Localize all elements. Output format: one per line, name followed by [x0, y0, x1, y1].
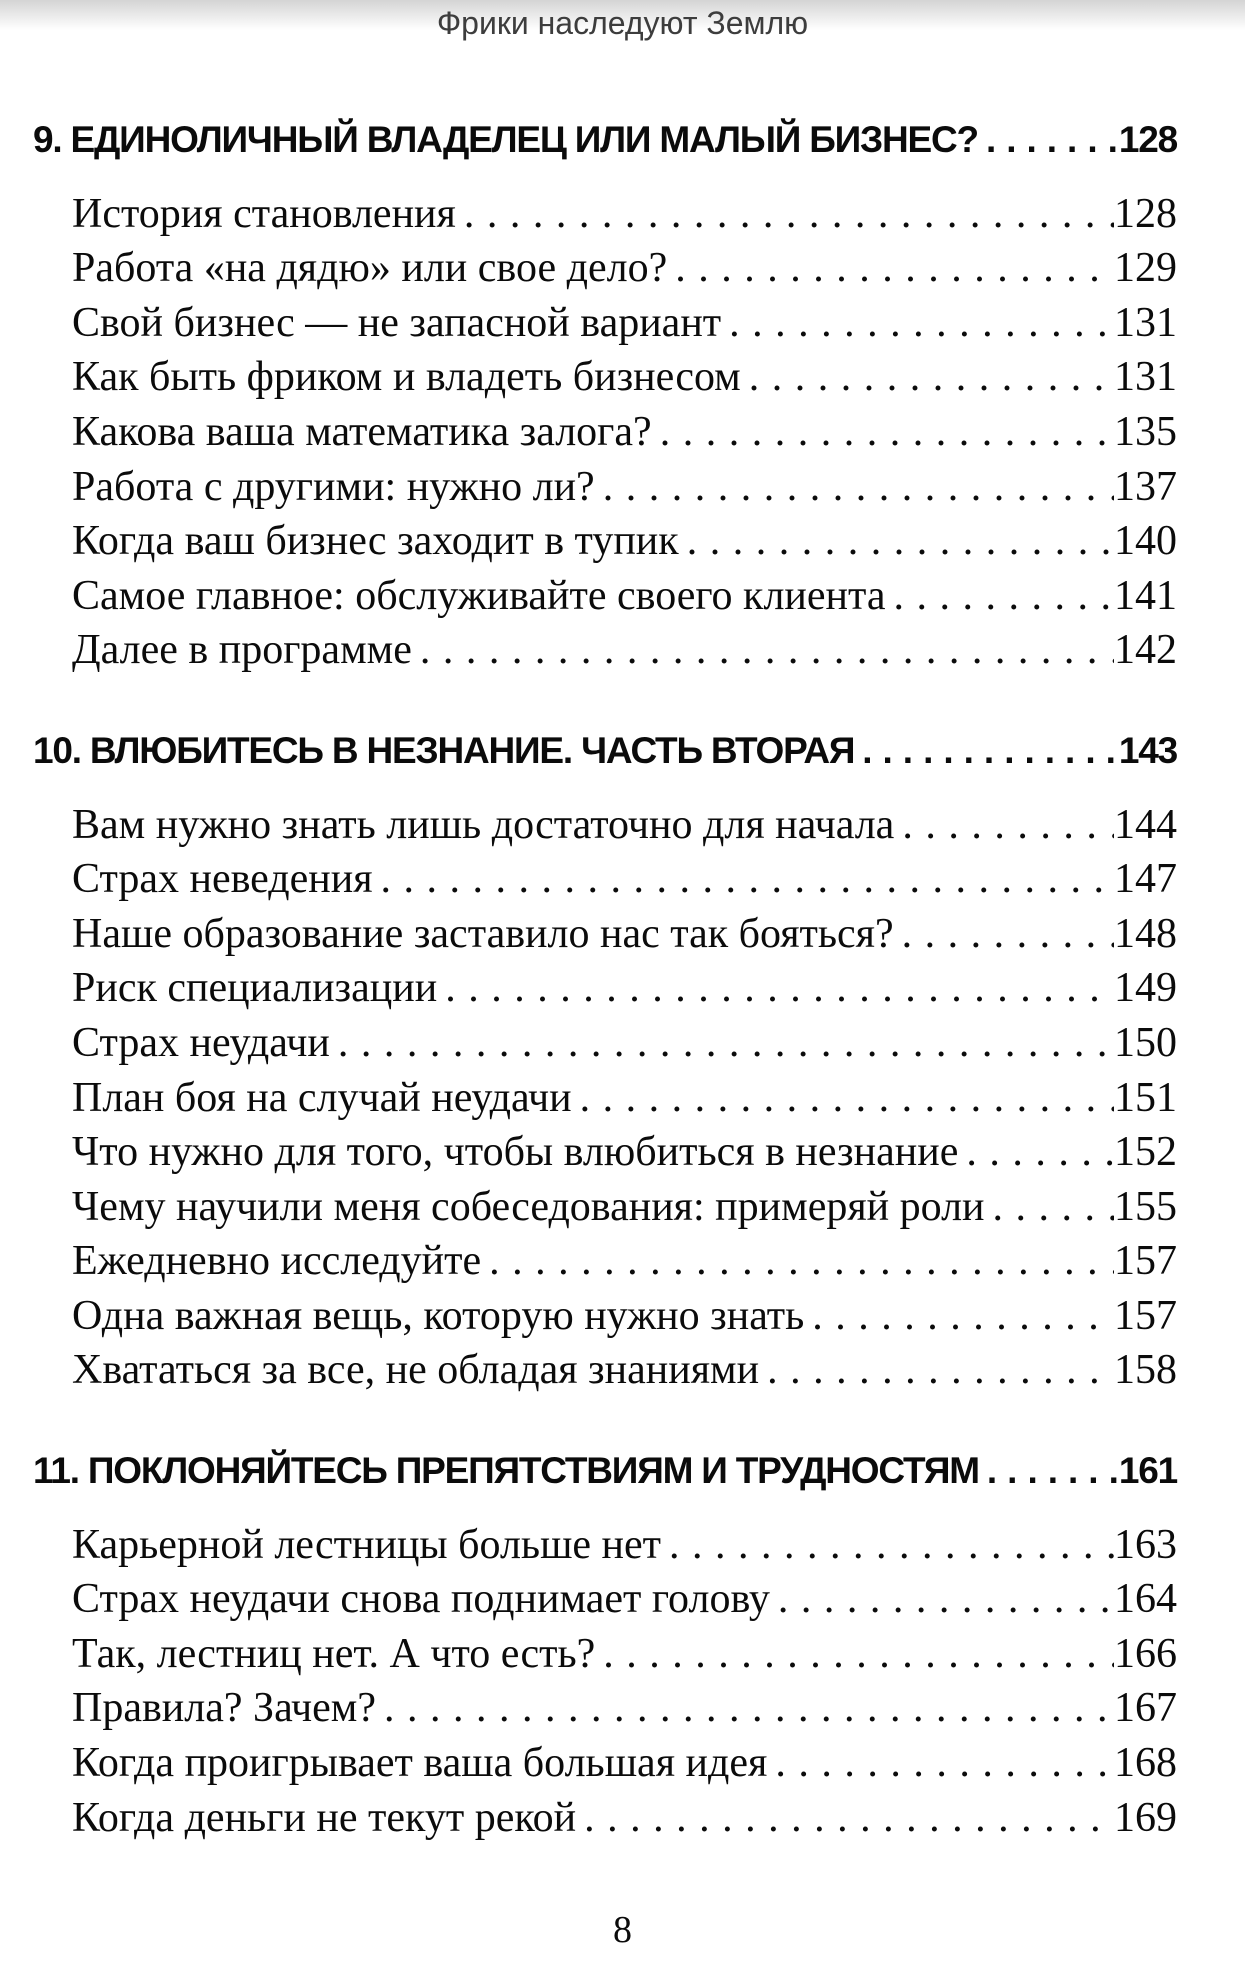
toc-entry-page: 157 [1114, 1238, 1177, 1285]
toc-entry[interactable] [33, 296, 1177, 351]
toc-entry[interactable] [33, 405, 1177, 460]
dot-leader [603, 460, 1114, 515]
toc-entry-title: Как быть фриком и владеть бизнесом [72, 354, 741, 401]
toc-entry[interactable] [33, 1234, 1177, 1289]
dot-leader [584, 1791, 1114, 1846]
toc-entry-page: 149 [1114, 965, 1177, 1012]
toc-entry-title: Страх неудачи снова поднимает голову [72, 1576, 770, 1623]
toc-entry-title: Работа с другими: нужно ли? [72, 463, 595, 510]
toc-entry-page: 169 [1114, 1794, 1177, 1841]
toc-entry-title: Свой бизнес — не запасной вариант [72, 299, 722, 346]
toc-entry[interactable] [33, 460, 1177, 515]
toc-entry-page: 131 [1114, 299, 1177, 346]
toc-entry-title: Хвататься за все, не обладая знаниями [72, 1347, 760, 1394]
dot-leader [812, 1289, 1114, 1344]
toc-entry-page: 158 [1114, 1347, 1177, 1394]
dot-leader [603, 1627, 1114, 1682]
toc-entry-page: 163 [1114, 1521, 1177, 1568]
toc-entry[interactable] [33, 852, 1177, 907]
toc-entry-title: Страх неведения [72, 856, 373, 903]
toc-entry-title: Когда деньги не текут рекой [72, 1794, 577, 1841]
dot-leader [729, 296, 1114, 351]
toc-entry-page: 128 [1114, 190, 1177, 237]
toc-entry-page: 168 [1114, 1740, 1177, 1787]
dot-leader [580, 1071, 1114, 1126]
toc-entry[interactable] [33, 961, 1177, 1016]
toc-entry-title: Самое главное: обслуживайте своего клиента [72, 572, 886, 619]
toc-entry[interactable] [33, 623, 1177, 678]
dot-leader [775, 1736, 1114, 1791]
toc-entry-page: 148 [1114, 910, 1177, 957]
toc-entry[interactable] [33, 1180, 1177, 1235]
book-title-header: Фрики наследуют Землю [436, 5, 809, 41]
toc-chapter-title: 9. ЕДИНОЛИЧНЫЙ ВЛАДЕЛЕЦ ИЛИ МАЛЫЙ БИЗНЕС? [33, 119, 978, 160]
toc-entry-page: 152 [1114, 1129, 1177, 1176]
toc-entry-title: Что нужно для того, чтобы влюбиться в незнание [72, 1129, 959, 1176]
toc-entry-page: 164 [1114, 1576, 1177, 1623]
toc-entry-page: 142 [1114, 627, 1177, 674]
toc-chapter-heading[interactable] [33, 724, 1177, 779]
toc-entry[interactable] [33, 187, 1177, 242]
dot-leader [987, 1444, 1119, 1499]
toc-entry-page: 155 [1114, 1183, 1177, 1230]
dot-leader [767, 1343, 1114, 1398]
toc-entry-title: План боя на случай неудачи [72, 1074, 572, 1121]
toc-entry[interactable] [33, 1681, 1177, 1736]
toc-entry-title: Карьерной лестницы больше нет [72, 1521, 662, 1568]
toc-entry-page: 150 [1114, 1019, 1177, 1066]
toc-chapter-heading[interactable] [33, 1444, 1177, 1499]
dot-leader [862, 724, 1119, 779]
toc-entry[interactable] [33, 1791, 1177, 1846]
toc-entry-title: Какова ваша математика залога? [72, 408, 652, 455]
toc-entry[interactable] [33, 241, 1177, 296]
toc-entry-page: 166 [1114, 1630, 1177, 1677]
toc-entry-title: Когда ваш бизнес заходит в тупик [72, 518, 679, 565]
dot-leader [966, 1125, 1114, 1180]
toc-entry-title: Правила? Зачем? [72, 1685, 377, 1732]
dot-leader [778, 1572, 1114, 1627]
dot-leader [445, 961, 1114, 1016]
toc-entry-title: Вам нужно знать лишь достаточно для начала [72, 801, 895, 848]
dot-leader [660, 405, 1114, 460]
toc-entry[interactable] [33, 1518, 1177, 1573]
toc-entry-title: Работа «на дядю» или свое дело? [72, 245, 668, 292]
toc-entry-title: Одна важная вещь, которую нужно знать [72, 1292, 805, 1339]
toc-chapter-page: 143 [1118, 729, 1177, 771]
toc-entry[interactable] [33, 798, 1177, 853]
dot-leader [669, 1518, 1114, 1573]
toc-entry-page: 141 [1114, 572, 1177, 619]
toc-entry-page: 140 [1114, 518, 1177, 565]
toc-entry-title: Далее в программе [72, 627, 412, 674]
toc-entry[interactable] [33, 907, 1177, 962]
toc-entry[interactable] [33, 1572, 1177, 1627]
toc-chapter-heading[interactable] [33, 113, 1177, 168]
toc-entry-page: 144 [1114, 801, 1177, 848]
toc-entry[interactable] [33, 1125, 1177, 1180]
toc-entry[interactable] [33, 1343, 1177, 1398]
toc-entry-page: 135 [1114, 408, 1177, 455]
toc-entry-title: Риск специализации [72, 965, 438, 1012]
dot-leader [894, 569, 1114, 624]
dot-leader [464, 187, 1114, 242]
toc-entry[interactable] [33, 1627, 1177, 1682]
dot-leader [993, 1180, 1114, 1235]
toc-entry-page: 167 [1114, 1685, 1177, 1732]
dot-leader [381, 852, 1114, 907]
toc-entry[interactable] [33, 1736, 1177, 1791]
dot-leader [687, 514, 1114, 569]
toc-entry-title: Так, лестниц нет. А что есть? [72, 1630, 596, 1677]
toc-chapter-page: 128 [1118, 119, 1177, 160]
toc-entry-page: 151 [1114, 1074, 1177, 1121]
toc-chapter-page: 161 [1118, 1450, 1177, 1492]
toc-entry-page: 147 [1114, 856, 1177, 903]
toc-entry[interactable] [33, 1016, 1177, 1071]
table-of-contents [33, 113, 1177, 1845]
toc-entry-title: Когда проигрывает ваша большая идея [72, 1740, 768, 1787]
toc-entry-page: 157 [1114, 1292, 1177, 1339]
dot-leader [986, 113, 1119, 168]
dot-leader [338, 1016, 1114, 1071]
dot-leader [902, 798, 1114, 853]
footer-page-number: 8 [613, 1909, 632, 1951]
toc-entry-page: 137 [1114, 463, 1177, 510]
toc-entry-page: 129 [1114, 245, 1177, 292]
dot-leader [420, 623, 1114, 678]
dot-leader [489, 1234, 1114, 1289]
toc-chapter-title: 11. ПОКЛОНЯЙТЕСЬ ПРЕПЯТСТВИЯМ И ТРУДНОСТЯМ [33, 1450, 979, 1492]
toc-entry-page: 131 [1114, 354, 1177, 401]
toc-entry-title: Чему научили меня собеседования: примеряй роли [72, 1183, 985, 1230]
toc-entry-title: Наше образование заставило нас так бояться? [72, 910, 894, 957]
toc-entry[interactable] [33, 350, 1177, 405]
dot-leader [675, 241, 1114, 296]
dot-leader [384, 1681, 1114, 1736]
toc-entry-title: История становления [72, 190, 456, 237]
toc-entry[interactable] [33, 569, 1177, 624]
dot-leader [749, 350, 1114, 405]
toc-entry-title: Страх неудачи [72, 1019, 330, 1066]
toc-entry[interactable] [33, 1289, 1177, 1344]
toc-entry[interactable] [33, 514, 1177, 569]
dot-leader [902, 907, 1114, 962]
toc-chapter-title: 10. ВЛЮБИТЕСЬ В НЕЗНАНИЕ. ЧАСТЬ ВТОРАЯ [33, 729, 855, 771]
toc-entry[interactable] [33, 1071, 1177, 1126]
toc-entry-title: Ежедневно исследуйте [72, 1238, 482, 1285]
